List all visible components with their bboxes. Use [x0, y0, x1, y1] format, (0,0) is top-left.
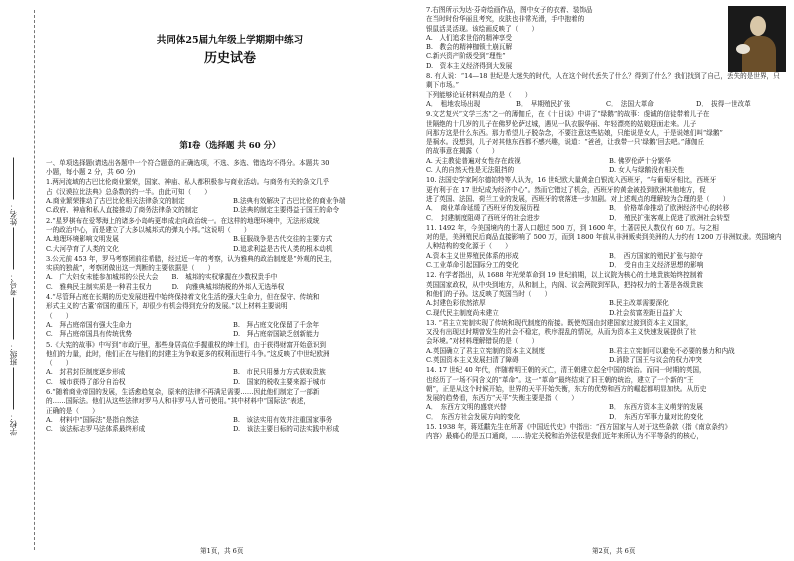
- question-stem: 问那方这是什么东西。那力希望儿子脱杂念，不要注意这些姑娘，只能说是女人，于是说她们叫“绿鹅”: [426, 128, 723, 137]
- question-6: [46, 388, 414, 434]
- answer-option[interactable]: C. 该法标志罗马法体系最终形成: [46, 425, 146, 434]
- question-stem: 是祸水。没想到，儿子对其他东西都不感兴趣，说道：“爸爸，让我带一只‘绿鹅’回去吧。”薄伽丘: [426, 138, 704, 147]
- answer-option[interactable]: A． 租地农场出现: [426, 99, 481, 108]
- question-stem: 15. 1938 年，蒋廷黻先生在所著《中国近代史》中指出：“西方国家与人对于这些条款（指《南京条约》: [426, 423, 732, 432]
- question-stem: 朝”，正是从这个时候开始，世界的天平开始失衡，东方的优势和西方的崛起都明显加快。从历史: [426, 384, 707, 393]
- answer-option[interactable]: B. 拜占庭文化保留了千余年: [233, 320, 320, 329]
- question-stem: 的故事意在揭露（ ）: [426, 147, 499, 156]
- question-8: [426, 72, 786, 109]
- question-stem: 正确的是（ ）: [46, 406, 99, 415]
- binding-cut-line: [34, 10, 35, 550]
- question-stem: 他们的力量，此时，他们正在与他们的封建主为争取更多的权利而进行斗争。”这反映了中世纪欧洲: [46, 349, 330, 358]
- question-10: [426, 176, 786, 222]
- answer-option[interactable]: A.资本主义世界殖民体系的形成: [426, 251, 519, 260]
- answer-option[interactable]: D． 殖民扩张客观上促进了欧洲社会转型: [609, 213, 730, 222]
- question-13: [426, 319, 786, 365]
- answer-option[interactable]: C． 法国大革命: [606, 99, 654, 108]
- options-group: [426, 403, 786, 422]
- answer-option[interactable]: D.社会贫富差距日益扩大: [609, 308, 683, 317]
- question-stem: 2.“星罗棋布在爱琴海上的诸多小岛屿更串成走向政治统一。在这样的地理环境中，无法形成统: [46, 216, 320, 225]
- question-stem: 的……国际法。他们从这些法律对罗马人和非罗马人皆可使用。”其中材料中“国际法”表述，: [46, 397, 310, 406]
- options-group: [46, 368, 414, 387]
- answer-option[interactable]: A. 天主教徒普遍对女性存在歧视: [426, 156, 521, 165]
- options-group: [426, 157, 786, 176]
- question-15: [426, 423, 786, 442]
- answer-option[interactable]: D.消除了国王与议会的权力冲突: [609, 355, 702, 364]
- options-group: [426, 347, 786, 366]
- answer-option[interactable]: D. 女人与绿鹅没有相关性: [609, 166, 685, 175]
- school-label: 学校：: [8, 368, 19, 436]
- answer-option[interactable]: B.征服战争是古代交往的主要方式: [233, 235, 333, 244]
- question-5: [46, 341, 414, 387]
- option-a[interactable]: A. 人们追求世俗的精神享受: [426, 33, 512, 42]
- answer-option[interactable]: C.现代民主制度尚未建立: [426, 308, 499, 317]
- option-d[interactable]: D. 资本主义经济得到大发展: [426, 61, 513, 70]
- options-group: [46, 416, 414, 435]
- question-14: [426, 366, 786, 422]
- answer-option[interactable]: C． 封建制度阻碍了西班牙的社会进步: [426, 213, 540, 222]
- answer-option[interactable]: B.君主立宪制可以避免不必要的暴力和内战: [609, 346, 735, 355]
- question-stem: （ ）: [46, 311, 73, 320]
- question-stem: 9.文艺复兴“文学三杰”之一的薄伽丘，在《十日谈》中讲了“绿鹅”的故事：虔诚的信徒带着儿子在: [426, 110, 710, 119]
- answer-option[interactable]: A. 广大妇女未能参加城邦的公民大会 B. 城邦的实权掌握在少数权贵手中: [46, 273, 278, 282]
- exam-header-title: 共同体25届九年级上学期期中练习: [156, 35, 304, 46]
- exam-number-label: 考号：: [8, 228, 19, 296]
- painting-portrait: [728, 6, 786, 72]
- question-stem: 5.《大宪的故事》中写到“市政厅里，那些身居高位手握重权的绅士们，由于获得财富开始意识到: [46, 340, 327, 349]
- answer-option[interactable]: A. 拜占庭帝国有强大生命力: [46, 320, 132, 329]
- page-number-right: 第2页，共 6页: [592, 547, 636, 555]
- question-4: [46, 293, 414, 339]
- option-c[interactable]: C.新兴资产阶级受到“理性”: [426, 52, 506, 61]
- answer-option[interactable]: B． 东西方资本主义萌芽的发展: [609, 403, 703, 412]
- answer-option[interactable]: D. 拜占庭帝国缺乏创新能力: [233, 330, 320, 339]
- question-stem: 对的是，美洲殖民后商品直接影响了 500 万，而到 1800 年前从非洲贩卖到美洲的人力约有 1200 万非洲奴隶。英国境内: [426, 233, 782, 242]
- answer-option[interactable]: A.商业繁荣推动了古巴比伦相关法律条文的制定: [46, 197, 185, 206]
- answer-option[interactable]: B.民主改革需要深化: [609, 299, 669, 308]
- answer-option[interactable]: C.工业革命引起国际分工的变化: [426, 261, 519, 270]
- answer-option[interactable]: A.封建色彩依然浓厚: [426, 299, 486, 308]
- question-stem: 发展的趋势看，东西方“天平”失衡主要是指（ ）: [426, 394, 578, 403]
- question-2: [46, 217, 414, 254]
- question-stem: 进了英国、法国、荷兰工业的发展，西班牙的衰落进一步加剧。对上述观点的理解较为合理的是（ ）: [426, 194, 730, 203]
- section-heading: 第Ⅰ卷（选择题 共 60 分）: [179, 140, 281, 151]
- answer-option[interactable]: A． 东西方文明的盛衰兴替: [426, 403, 507, 412]
- answer-option[interactable]: B.法典有效解决了古巴比伦的商业争端: [233, 197, 346, 206]
- right-questions: [426, 72, 786, 442]
- question-stem: 一的政治中心，而是建立了大多以城邦式的弹丸小邦。”这说明（ ）: [46, 225, 251, 234]
- question-9: [426, 110, 786, 175]
- question-stem: （ ）: [46, 359, 73, 368]
- answer-option[interactable]: C. 人的自然天性是无法阻挡的: [426, 166, 515, 175]
- answer-option[interactable]: B． 早期殖民扩张: [516, 99, 571, 108]
- question-stem: 4.“尽管拜占庭在长期的历史发展进程中始终保持着文化生活的强大生命力，但在保守、传统和: [46, 293, 320, 302]
- question-stem: 世隔绝的十几岁的儿子在佛罗伦萨过城，遇见一队衣服华丽、年轻漂亮的姑娘迎面走来。儿子: [426, 119, 697, 128]
- question-stem: 11. 1492 年，今美国境内的土著人口超过 500 万，到 1600 年，土著居民人数仅有 60 万。与之相: [426, 223, 719, 232]
- section-intro: 一、单项选择题(请选出各题中一个符合题意的正确选项，不选、多选、错选均不得分。本题共 30 小题，每小题 2 分，共 60 分): [46, 158, 330, 177]
- question-stem: 12. 有学者指出，从 1688 年光荣革命到 19 世纪前期，以上议院为核心的土地贵族始终控制着: [426, 271, 703, 280]
- answer-option[interactable]: C． 东西方社会发展方向的变化: [426, 412, 521, 421]
- question-stem: 会环境。”对材料理解错误的是（ ）: [426, 337, 539, 346]
- answer-option[interactable]: D． 拔得一世改革: [696, 99, 751, 108]
- answer-option[interactable]: C. 雅典民主制实质是一种君主权力 D. 向雅典城邦纳税的外邦人无选举权: [46, 282, 285, 291]
- question-stem: 6.“随着商业帝国的发展，生活愈趋复杂，原来的法律不再满足需要……因此他们制定了一部新: [46, 388, 320, 397]
- answer-option[interactable]: C. 城市获得了部分自治权: [46, 377, 126, 386]
- options-group: [46, 321, 414, 340]
- options-group: [426, 204, 786, 223]
- name-label: 姓名：: [8, 158, 19, 226]
- answer-option[interactable]: C.大河孕育了人类的文化: [46, 244, 119, 253]
- answer-option[interactable]: A. 材料中“国际法”是指自然法: [46, 415, 139, 424]
- question-stem: 1.两河流域的古巴比伦商业繁荣，国家、神庙、私人都积极参与商业活动。与商务有关的条文几乎: [46, 178, 330, 187]
- question-stem: 8. 有人说：“14—18 世纪是大迷失的时代，人在这个时代丢失了什么？得到了什么？我们找到了自己，丢失的是世界，只剩下市场。”: [426, 72, 780, 90]
- question-12: [426, 271, 786, 317]
- question-stem: 更有利于在 17 世纪成为经济中心”。然而它错过了机会，西班牙的黄金被投到欧洲其他地方，促: [426, 185, 706, 194]
- answer-option[interactable]: C. 拜占庭帝国具有传统优势: [46, 330, 133, 339]
- answer-option[interactable]: A.英国确立了君主立宪制的资本主义制度: [426, 346, 545, 355]
- right-page: [426, 6, 786, 442]
- answer-option[interactable]: B. 佛罗伦萨十分繁华: [609, 156, 671, 165]
- answer-option[interactable]: B． 西方国家的殖民扩张与掠夺: [609, 251, 703, 260]
- question-stem: 人种结构的变化源于（ ）: [426, 242, 512, 251]
- question-stem: 内容）最痛心的是五口通商，……协定关税和治外法权是我们近年来所认为不平等条约的核心，: [426, 432, 703, 441]
- options-group: [426, 100, 786, 109]
- options-group: [46, 197, 414, 216]
- answer-option[interactable]: D. 国家的税收主要来源于城市: [233, 377, 326, 386]
- left-questions: [46, 178, 414, 434]
- question-stem: 占《汉谟拉比法典》总条数的约一半。由此可知（ ）: [46, 187, 211, 196]
- question-stem: 形式主义的‘古董’帝国的重压下，却很少有机会得到充分的发展。”以上材料主要说明: [46, 302, 288, 311]
- answer-option[interactable]: B. 市民只用暴力方式获取贵族: [233, 368, 326, 377]
- question-11: [426, 224, 786, 270]
- left-page: [46, 6, 414, 435]
- answer-option[interactable]: B. 该法实用有效并注重国家事务: [233, 415, 333, 424]
- question-stem: 英国国家政权，从中央到地方，从和制上，内阁、议会两院到军队，把持权力的土著是各级贵族: [426, 280, 703, 289]
- answer-option[interactable]: D． 受自由主义经济思想的影响: [609, 261, 704, 270]
- question-1: [46, 178, 414, 215]
- answer-option[interactable]: D.追求利益是古代人类的根本动机: [233, 244, 333, 253]
- binding-margin: [0, 0, 40, 561]
- question-stem: 实质的独裁”，考察团做出这一判断的主要依据是（ ）: [46, 264, 215, 273]
- question-stem: 又没有出现过时期曾发生的社会不稳定，秩序混乱的情况，从而为资本主义快速发展提供了社: [426, 328, 697, 337]
- question-stem: 10. 法国史学家阿尔德铂特等人认为，16 世纪欧大量黄金白银流入西班牙，“与葡萄牙相比，西班牙: [426, 176, 717, 185]
- options-group: [426, 299, 786, 318]
- page-number-left: 第1页，共 6页: [200, 547, 244, 555]
- options-group: [426, 252, 786, 271]
- exam-subject-title: 历史试卷: [203, 51, 256, 67]
- option-b[interactable]: B. 教会的精神枷锁土崩瓦解: [426, 43, 513, 52]
- answer-option[interactable]: D． 东西方军事力量对比的变化: [609, 412, 704, 421]
- answer-option[interactable]: D.法典的制定主要得益于国王的命令: [233, 206, 340, 215]
- class-label: 班级：: [8, 298, 19, 366]
- answer-option[interactable]: B． 价格革命推动了欧洲经济中心的转移: [609, 204, 730, 213]
- question-stem: 也经历了一场不同含义的“革命”。这一“革命”最终结束了旧王朝的统治，建立了一个新的“王: [426, 375, 694, 384]
- answer-option[interactable]: D. 该法主要目标的司法实践中形成: [233, 425, 340, 434]
- options-group: [46, 235, 414, 254]
- answer-option[interactable]: A.地理环境影响文明发展: [46, 235, 119, 244]
- answer-option[interactable]: C.英国资本主义发展扫清了障碍: [426, 355, 519, 364]
- options-group: [46, 273, 414, 292]
- answer-option[interactable]: A． 商业革命延缓了西班牙的发展历程: [426, 204, 540, 213]
- question-7: 7.右图所示为达·芬奇绘画作品，图中女子的衣着、装饰品 在当时时份华丽且考究，皮肤也非常光滑，手中抱着的 银鼠活灵活现。该绘画反映了（ ） A. 人们追求世俗的精神享受 B. 教会的精神枷锁土崩瓦解 C.新兴资产阶级受到“理性” D. 资本主义经济得到大发展: [426, 6, 786, 71]
- answer-option[interactable]: A. 封君封臣制度逐步形成: [46, 368, 126, 377]
- answer-option[interactable]: C.政府、神庙和私人直接推动了商务法律条文的制定: [46, 206, 198, 215]
- question-3: [46, 255, 414, 292]
- question-stem: 和他们的子孙。这反映了英国当时（ ）: [426, 289, 552, 298]
- question-stem: 3.公元前 453 年，罗马考察团前往希腊，经过近一年的考察，认为雅典的政治制度是“外观的民主，: [46, 254, 337, 263]
- question-stem: 13. “君主立宪制实现了传统和现代制度的衔接。既使英国由封建国家过渡到资本主义国家，: [426, 318, 693, 327]
- question-stem: 14. 17 世纪 40 年代，伴随着明王朝的灭亡，清王朝建立起全中国的统治。而同一时期的英国，: [426, 366, 706, 375]
- question-stem: 下列能够论证材料观点的是（ ）: [426, 90, 532, 99]
